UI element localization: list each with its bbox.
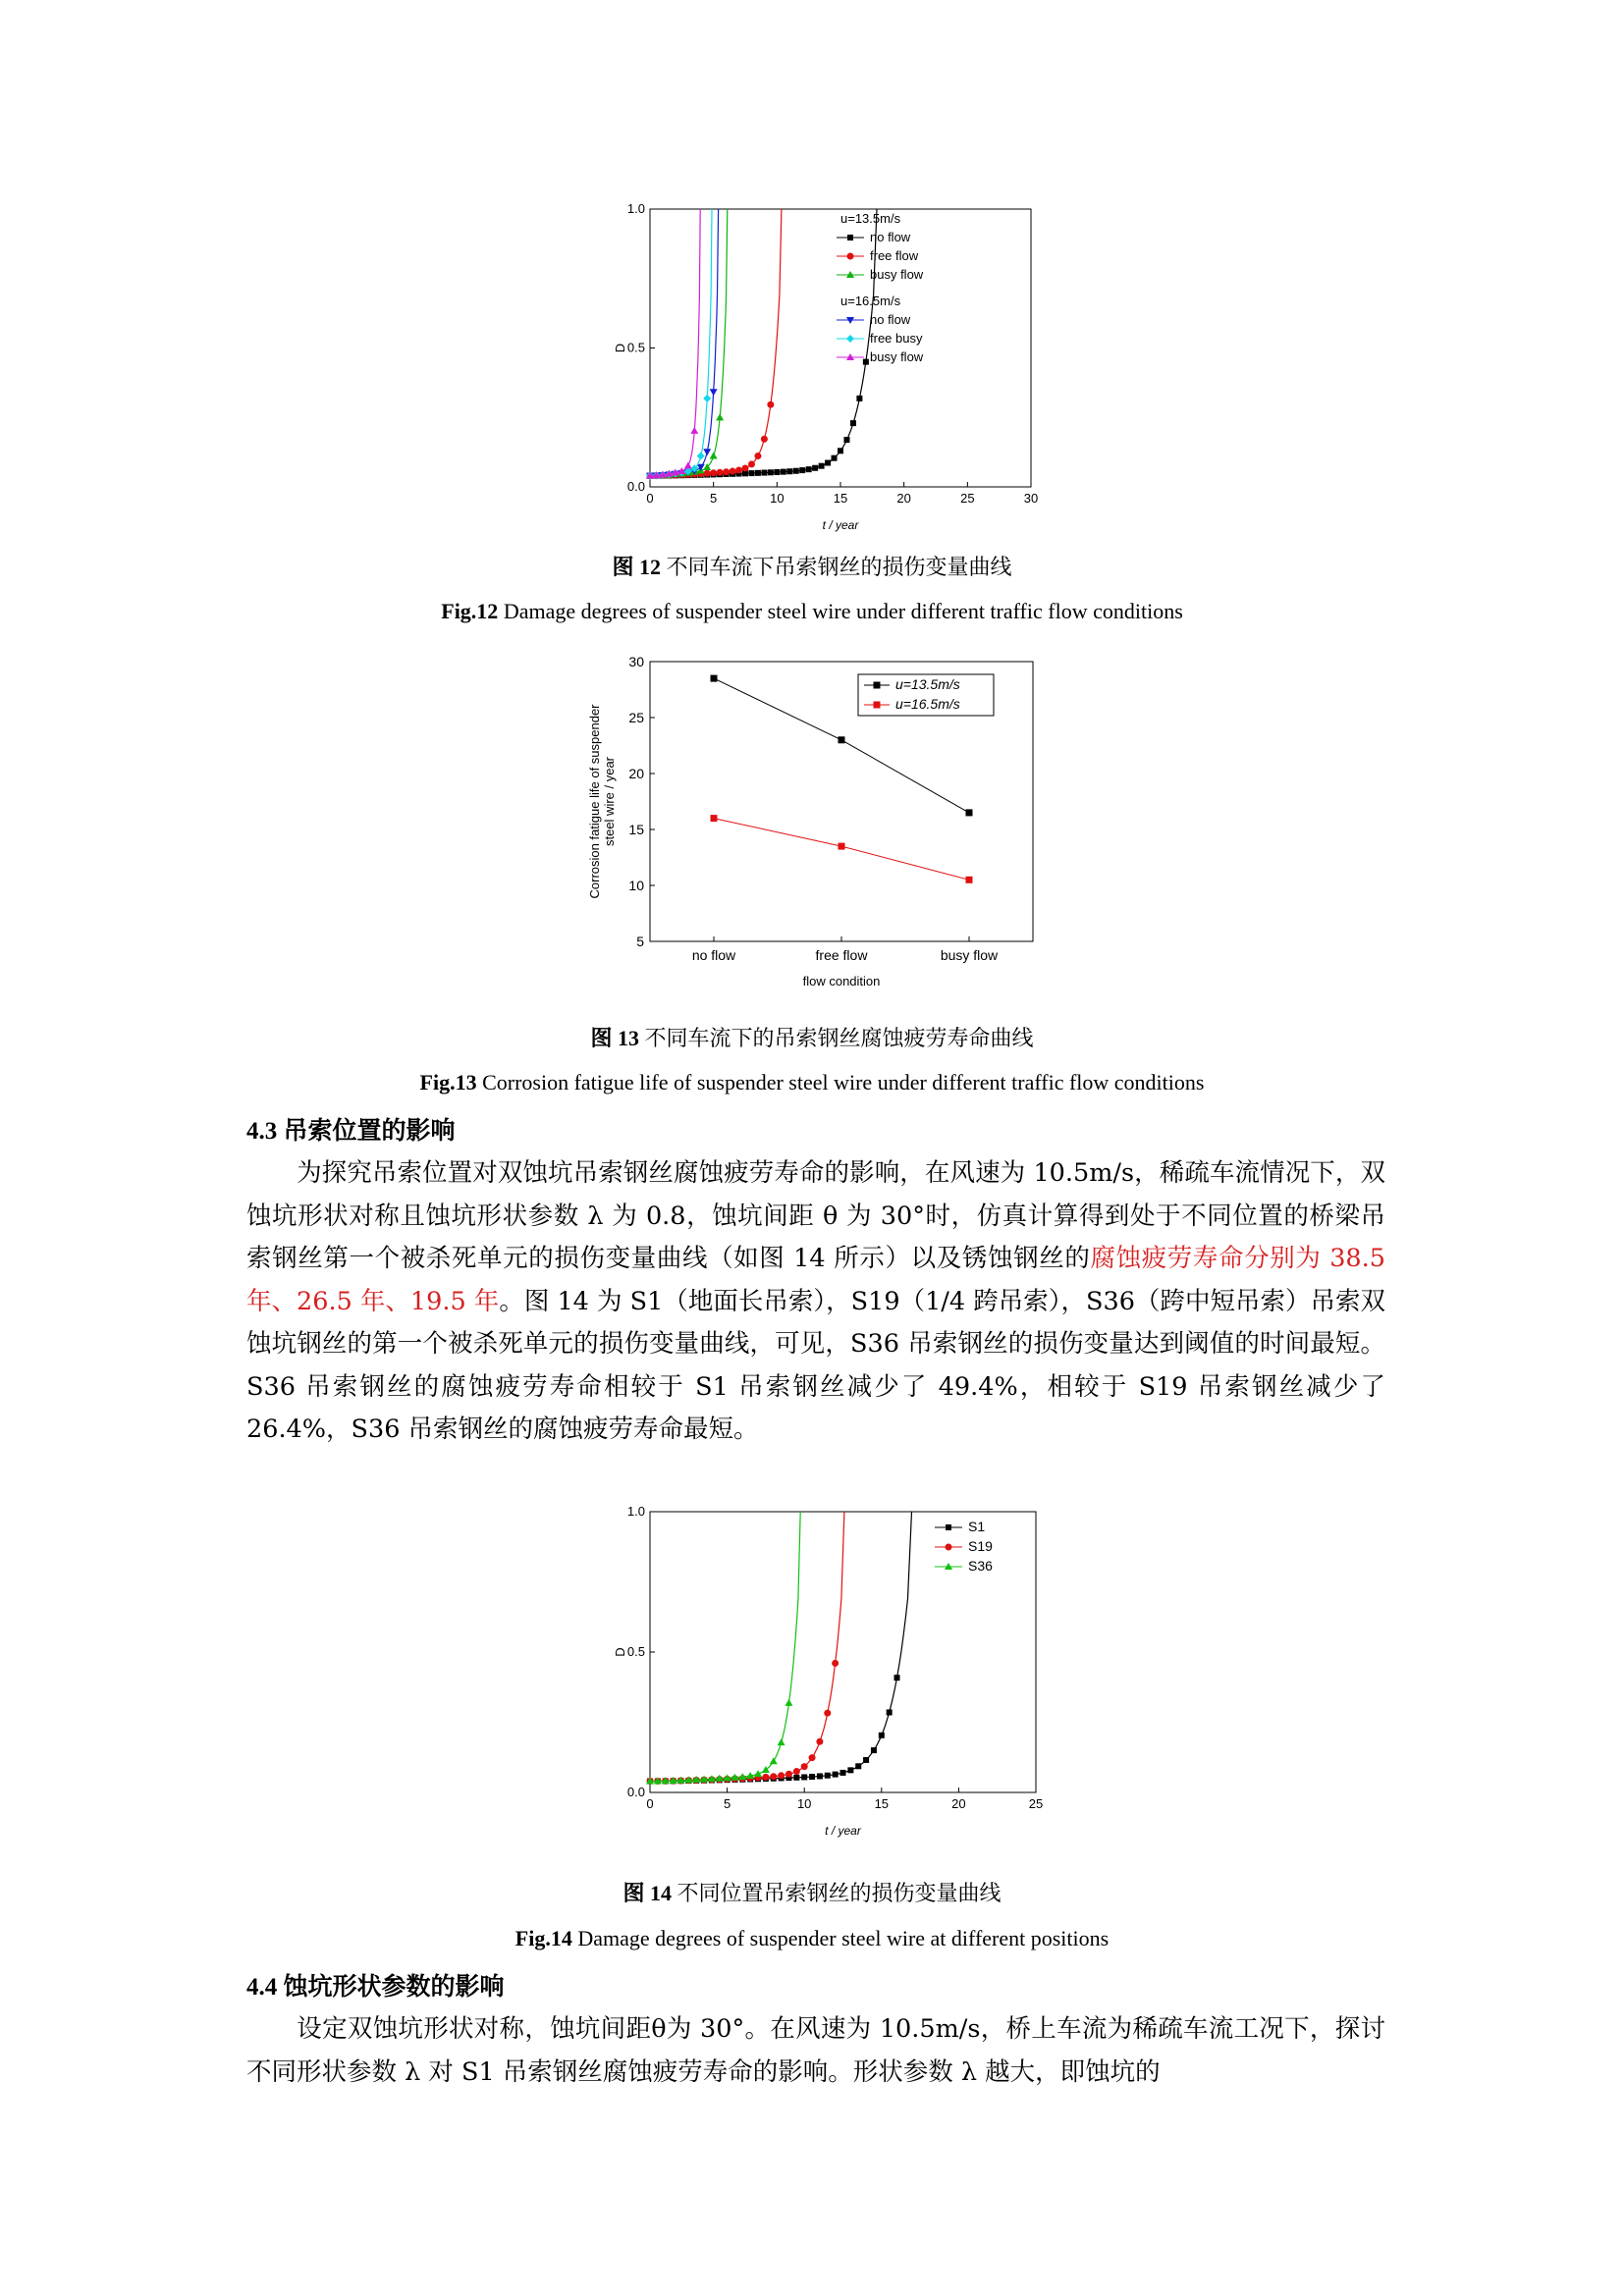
fig14-data-point — [793, 1768, 800, 1775]
fig12-data-point — [799, 467, 805, 473]
fig14-data-point — [816, 1738, 823, 1745]
fig12-legend-marker — [846, 335, 854, 343]
fig12-data-point — [717, 469, 724, 476]
fig12-data-point — [825, 460, 831, 466]
fig14-legend-marker — [946, 1544, 952, 1551]
fig14-xtick-label: 10 — [796, 1796, 812, 1811]
fig14-data-point — [833, 1772, 839, 1778]
fig12-data-point — [806, 466, 812, 472]
fig12-data-point — [748, 460, 755, 467]
fig14-data-point — [770, 1773, 777, 1780]
fig12-legend-marker — [847, 253, 854, 260]
fig12-data-point — [710, 469, 717, 476]
fig14-data-point — [894, 1675, 900, 1681]
fig12-data-point — [754, 453, 761, 459]
fig14-data-point — [840, 1770, 846, 1776]
fig13-caption-en: Fig.13 Corrosion fatigue life of suspender steel wire under different traffic flow conditions — [419, 1070, 1205, 1095]
fig12-data-point — [832, 455, 838, 461]
fig13-data-point — [839, 736, 845, 743]
highlighted-result: 腐蚀疲劳寿命分别为 38.5 年、26.5 年、19.5 年 — [246, 1244, 1385, 1316]
fig13-ytick-label: 10 — [628, 878, 644, 893]
fig12-data-point — [781, 469, 786, 475]
fig12-xtick-label: 20 — [896, 491, 911, 506]
fig12-data-point — [812, 465, 818, 471]
fig13-xlabel: flow condition — [802, 974, 881, 988]
fig13-legend-label: u=13.5m/s — [895, 676, 960, 692]
fig14-data-point — [847, 1767, 853, 1773]
fig12-data-point — [730, 468, 736, 475]
section-4-3-paragraph: 为探究吊索位置对双蚀坑吊索钢丝腐蚀疲劳寿命的影响，在风速为 10.5m/s，稀疏车流情况下，双蚀坑形状对称且蚀坑形状参数 λ 为 0.8，蚀坑间距 θ 为 30°时，仿真计算得到处于不同位置的桥梁吊索钢丝第一个被杀死单元的损伤变量曲线（如图 14 所示）以及锈蚀钢丝的腐蚀疲劳寿命分别为 38.5 年、26.5 年、19.5 年。图 14 为 S1（地面长吊索），S19（1/4 跨吊索），S36（跨中短吊索）吊索双蚀坑钢丝的第一个被杀死单元的损伤变量曲线，可见，S36 吊索钢丝的损伤变量达到阈值的时间最短。S36 吊索钢丝的腐蚀疲劳寿命相较于 S1 吊索钢丝减少了 49.4%，相较于 S19 吊索钢丝减少了 26.4%，S36 吊索钢丝的腐蚀疲劳寿命最短。 — [246, 1158, 1385, 1444]
fig14-xlabel: t / year — [825, 1824, 861, 1838]
fig14-ytick-label: 0.0 — [626, 1785, 645, 1799]
fig14-legend-label: S19 — [968, 1538, 993, 1554]
fig14-xtick-label: 20 — [951, 1796, 966, 1811]
fig14-ytick-label: 0.5 — [626, 1644, 645, 1659]
fig13-data-point — [711, 675, 718, 682]
fig12-xtick-label: 0 — [646, 491, 654, 506]
fig14-data-point — [785, 1771, 792, 1778]
fig12-ylabel: D — [613, 343, 627, 353]
fig12-legend-label: free busy — [870, 331, 923, 346]
section-4-4-paragraph: 设定双蚀坑形状对称，蚀坑间距θ为 30°。在风速为 10.5m/s，桥上车流为稀疏车流工况下，探讨不同形状参数 λ 对 S1 吊索钢丝腐蚀疲劳寿命的影响。形状参数 λ 越大，即蚀坑的 — [246, 2014, 1385, 2087]
fig12-series-line — [650, 209, 719, 476]
fig14-data-point — [801, 1763, 808, 1770]
fig12-data-point — [768, 469, 774, 475]
fig12-data-point — [748, 470, 754, 476]
fig13-legend-marker — [874, 682, 881, 689]
fig14-data-point — [825, 1773, 831, 1779]
fig12-legend-label: free flow — [870, 248, 919, 263]
fig12-caption-en: Fig.12 Damage degrees of suspender steel wire under different traffic flow conditions — [441, 599, 1183, 623]
fig14-xtick-label: 5 — [723, 1796, 731, 1811]
fig12-data-point — [755, 470, 761, 476]
fig12-data-point — [710, 453, 718, 459]
fig12-xlabel: t / year — [822, 518, 859, 532]
fig12-legend-label: no flow — [870, 312, 911, 327]
fig14-data-point — [863, 1757, 869, 1763]
fig12-data-point — [716, 413, 724, 420]
fig12-data-point — [863, 359, 869, 365]
fig12-data-point — [774, 469, 780, 475]
fig12-data-point — [703, 395, 711, 402]
fig12-data-point — [684, 461, 692, 468]
fig12-xtick-label: 30 — [1023, 491, 1039, 506]
fig12-data-point — [850, 420, 856, 426]
fig12-chart — [579, 196, 1070, 550]
fig12-series-line — [650, 209, 700, 476]
fig14-data-point — [778, 1738, 785, 1745]
fig14-data-point — [809, 1754, 816, 1761]
fig12-caption-zh: 图 12 不同车流下吊索钢丝的损伤变量曲线 — [612, 555, 1012, 579]
fig14-series-line — [650, 1512, 800, 1782]
fig14-xtick-label: 15 — [874, 1796, 890, 1811]
fig14-data-point — [871, 1747, 877, 1753]
fig12-data-point — [856, 396, 862, 401]
fig14-chart — [579, 1500, 1070, 1863]
fig13-xtick-label: no flow — [691, 947, 736, 963]
fig12-data-point — [710, 389, 718, 396]
fig14-ytick-label: 1.0 — [626, 1504, 645, 1519]
fig12-data-point — [704, 470, 711, 477]
fig13-legend-marker — [874, 702, 881, 709]
fig12-legend-marker — [847, 235, 853, 240]
fig12-legend-label: busy flow — [870, 349, 924, 364]
fig13-chart — [569, 650, 1080, 1003]
fig13-data-point — [966, 877, 973, 883]
fig14-legend-label: S36 — [968, 1558, 993, 1574]
fig12-data-point — [742, 464, 749, 471]
fig12-data-point — [697, 453, 705, 460]
fig13-xtick-label: free flow — [815, 947, 868, 963]
fig12-data-point — [767, 401, 774, 408]
fig12-legend-title: u=16.5m/s — [840, 294, 901, 308]
fig13-data-point — [839, 843, 845, 850]
fig12-data-point — [761, 470, 767, 476]
fig12-data-point — [703, 449, 711, 455]
fig14-xtick-label: 0 — [646, 1796, 654, 1811]
fig13-legend-label: u=16.5m/s — [895, 696, 960, 712]
fig12-data-point — [761, 436, 768, 443]
fig14-data-point — [770, 1757, 778, 1764]
fig13-ytick-label: 25 — [628, 710, 644, 725]
fig12-data-point — [843, 437, 849, 443]
fig12-legend-title: u=13.5m/s — [840, 211, 901, 226]
fig12-data-point — [819, 463, 825, 469]
fig12-data-point — [786, 468, 792, 474]
fig14-data-point — [879, 1733, 885, 1738]
fig12-ytick-label: 1.0 — [626, 201, 645, 216]
fig14-caption-en: Fig.14 Damage degrees of suspender steel wire at different positions — [514, 1926, 1110, 1950]
fig13-ylabel-line2: steel wire / year — [602, 756, 617, 847]
fig14-ylabel: D — [613, 1647, 627, 1657]
fig14-data-point — [801, 1774, 807, 1780]
fig12-ytick-label: 0.0 — [626, 479, 645, 494]
fig12-data-point — [793, 468, 799, 474]
fig12-series-line — [650, 209, 712, 476]
fig12-data-point — [838, 448, 843, 454]
fig13-caption-zh: 图 13 不同车流下的吊索钢丝腐蚀疲劳寿命曲线 — [590, 1026, 1034, 1050]
section-4-3-heading: 4.3 吊索位置的影响 — [246, 1118, 456, 1145]
fig13-ylabel-line1: Corrosion fatigue life of suspender — [587, 704, 602, 899]
fig13-ytick-label: 30 — [628, 654, 644, 669]
fig14-data-point — [785, 1699, 792, 1706]
fig13-xtick-label: busy flow — [940, 947, 999, 963]
fig14-data-point — [855, 1763, 861, 1769]
fig12-xtick-label: 25 — [960, 491, 975, 506]
fig14-data-point — [887, 1709, 893, 1715]
fig14-series-line — [650, 1512, 844, 1782]
fig12-legend-label: no flow — [870, 230, 911, 244]
fig14-xtick-label: 25 — [1028, 1796, 1044, 1811]
fig12-legend-label: busy flow — [870, 267, 924, 282]
fig14-data-point — [762, 1774, 769, 1781]
fig14-data-point — [809, 1774, 815, 1780]
fig12-axes-frame — [650, 209, 1031, 487]
fig13-data-point — [966, 809, 973, 816]
fig12-xtick-label: 5 — [710, 491, 718, 506]
fig14-data-point — [832, 1660, 839, 1667]
fig13-ytick-label: 20 — [628, 766, 644, 781]
fig14-caption-zh: 图 14 不同位置吊索钢丝的损伤变量曲线 — [623, 1881, 1001, 1905]
fig13-data-point — [711, 815, 718, 822]
section-4-4-heading: 4.4 蚀坑形状参数的影响 — [246, 1974, 505, 2001]
fig13-ytick-label: 15 — [628, 822, 644, 837]
fig12-ytick-label: 0.5 — [626, 340, 645, 355]
fig12-xtick-label: 10 — [770, 491, 785, 506]
fig14-legend-marker — [946, 1524, 951, 1530]
fig12-data-point — [690, 427, 698, 434]
fig14-data-point — [778, 1772, 785, 1779]
fig12-data-point — [735, 466, 742, 473]
fig12-data-point — [723, 468, 730, 475]
fig14-data-point — [824, 1710, 831, 1717]
fig12-xtick-label: 15 — [833, 491, 848, 506]
fig14-data-point — [793, 1775, 799, 1781]
fig14-data-point — [817, 1773, 823, 1779]
fig14-legend-label: S1 — [968, 1519, 986, 1534]
fig13-ytick-label: 5 — [636, 934, 644, 949]
